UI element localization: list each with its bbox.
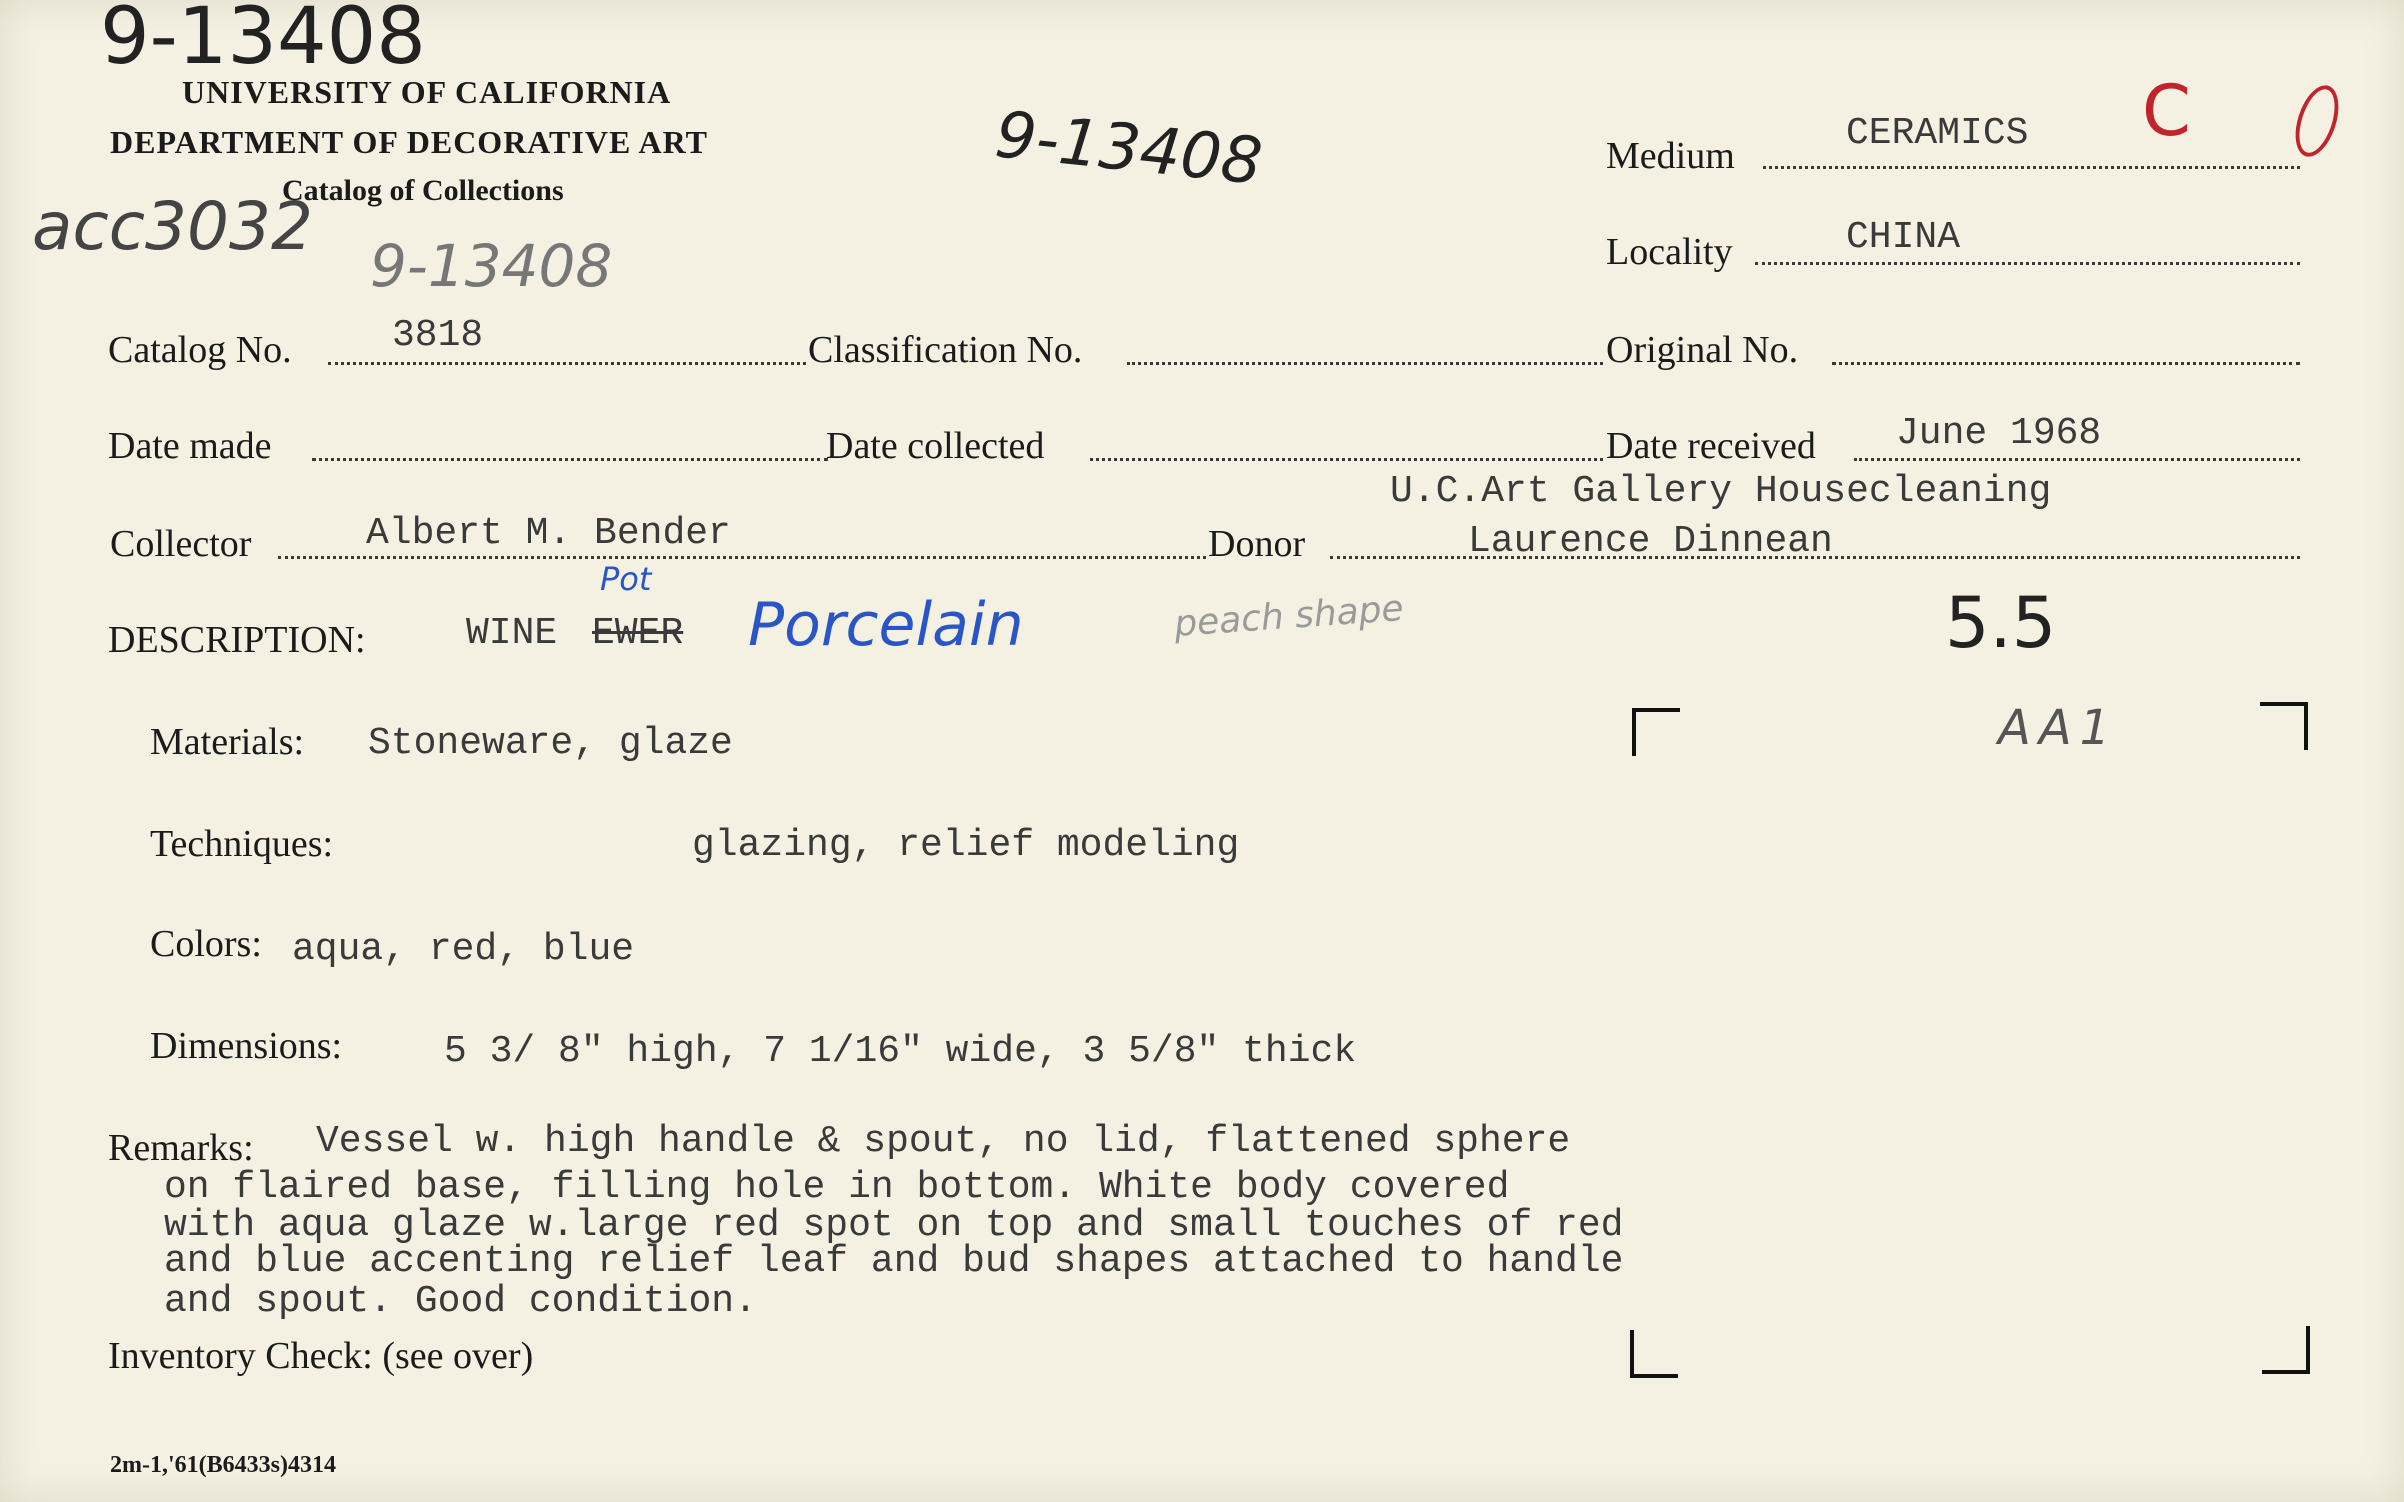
inventory-check: Inventory Check: (see over): [108, 1335, 534, 1377]
catalog-no-value: 3818: [392, 314, 484, 357]
date-received-value: June 1968: [1896, 412, 2102, 455]
medium-dotted-line: [1763, 166, 2300, 169]
handwritten-porcelain-note: Porcelain: [748, 590, 1024, 660]
red-circle-mark: [2287, 80, 2346, 162]
dimensions-value: 5 3/ 8" high, 7 1/16" wide, 3 5/8" thick: [444, 1030, 1357, 1073]
catalog-no-dotted-line: [328, 362, 806, 365]
locality-label: Locality: [1606, 231, 1733, 273]
handwritten-pot-insert: Pot: [600, 560, 652, 598]
handwritten-size-mark: 5.5: [1945, 582, 2057, 664]
date-collected-label: Date collected: [826, 425, 1045, 467]
donor-value-line2: Laurence Dinnean: [1468, 520, 1833, 563]
description-label: DESCRIPTION:: [108, 619, 366, 661]
remarks-line-5: and spout. Good condition.: [164, 1280, 757, 1323]
locality-dotted-line: [1755, 262, 2300, 265]
original-no-label: Original No.: [1606, 329, 1799, 371]
donor-label: Donor: [1208, 523, 1306, 565]
classification-no-label: Classification No.: [808, 329, 1083, 371]
date-received-label: Date received: [1606, 425, 1816, 467]
dimensions-label: Dimensions:: [150, 1025, 343, 1067]
materials-value: Stoneware, glaze: [368, 722, 733, 765]
remarks-line-1: Vessel w. high handle & spout, no lid, flattened sphere: [316, 1120, 1571, 1163]
original-no-dotted-line: [1832, 362, 2300, 365]
description-value-struck: EWER: [592, 612, 684, 655]
colors-value: aqua, red, blue: [292, 928, 635, 971]
remarks-line-4: and blue accenting relief leaf and bud shapes attached to handle: [164, 1240, 1624, 1283]
remarks-label: Remarks:: [108, 1127, 254, 1169]
description-value-wine: WINE: [466, 612, 558, 655]
date-made-label: Date made: [108, 425, 272, 467]
medium-value: CERAMICS: [1846, 112, 2029, 155]
collector-dotted-line: [278, 556, 1206, 559]
collector-label: Collector: [110, 523, 252, 565]
department-heading: DEPARTMENT OF DECORATIVE ART: [110, 124, 708, 160]
collector-value: Albert M. Bender: [366, 512, 731, 555]
date-collected-dotted-line: [1090, 458, 1603, 461]
techniques-value: glazing, relief modeling: [692, 824, 1240, 867]
handwritten-peach-note: peach shape: [1172, 588, 1405, 645]
materials-label: Materials:: [150, 721, 305, 763]
date-made-dotted-line: [312, 458, 828, 461]
medium-label: Medium: [1606, 135, 1735, 177]
classification-no-dotted-line: [1127, 362, 1603, 365]
date-received-dotted-line: [1854, 458, 2300, 461]
stamp-corner-bottom-right: [2262, 1326, 2310, 1374]
handwritten-acc-number: acc3032: [32, 188, 313, 265]
donor-value-line1: U.C.Art Gallery Housecleaning: [1390, 470, 2052, 513]
catalog-title: Catalog of Collections: [282, 174, 564, 207]
handwritten-center-number: 9-13408: [991, 98, 1266, 200]
handwritten-gray-number: 9-13408: [370, 232, 613, 300]
print-code: 2m-1,'61(B6433s)4314: [110, 1452, 336, 1478]
stamp-corner-bottom-left: [1630, 1330, 1678, 1378]
remarks-line-2: on flaired base, filling hole in bottom. White body covered: [164, 1166, 1510, 1209]
handwritten-code-mark: AA1: [1998, 700, 2119, 756]
stamp-corner-top-right: [2260, 702, 2308, 750]
techniques-label: Techniques:: [150, 823, 334, 865]
handwritten-top-number: 9-13408: [100, 0, 426, 82]
locality-value: CHINA: [1846, 216, 1961, 259]
handwritten-red-letter: C: [2142, 70, 2191, 152]
colors-label: Colors:: [150, 923, 262, 965]
catalog-no-label: Catalog No.: [108, 329, 292, 371]
remarks-line-3: with aqua glaze w.large red spot on top and small touches of red: [164, 1204, 1624, 1247]
university-heading: UNIVERSITY OF CALIFORNIA: [182, 74, 672, 110]
stamp-corner-top-left: [1632, 708, 1680, 756]
